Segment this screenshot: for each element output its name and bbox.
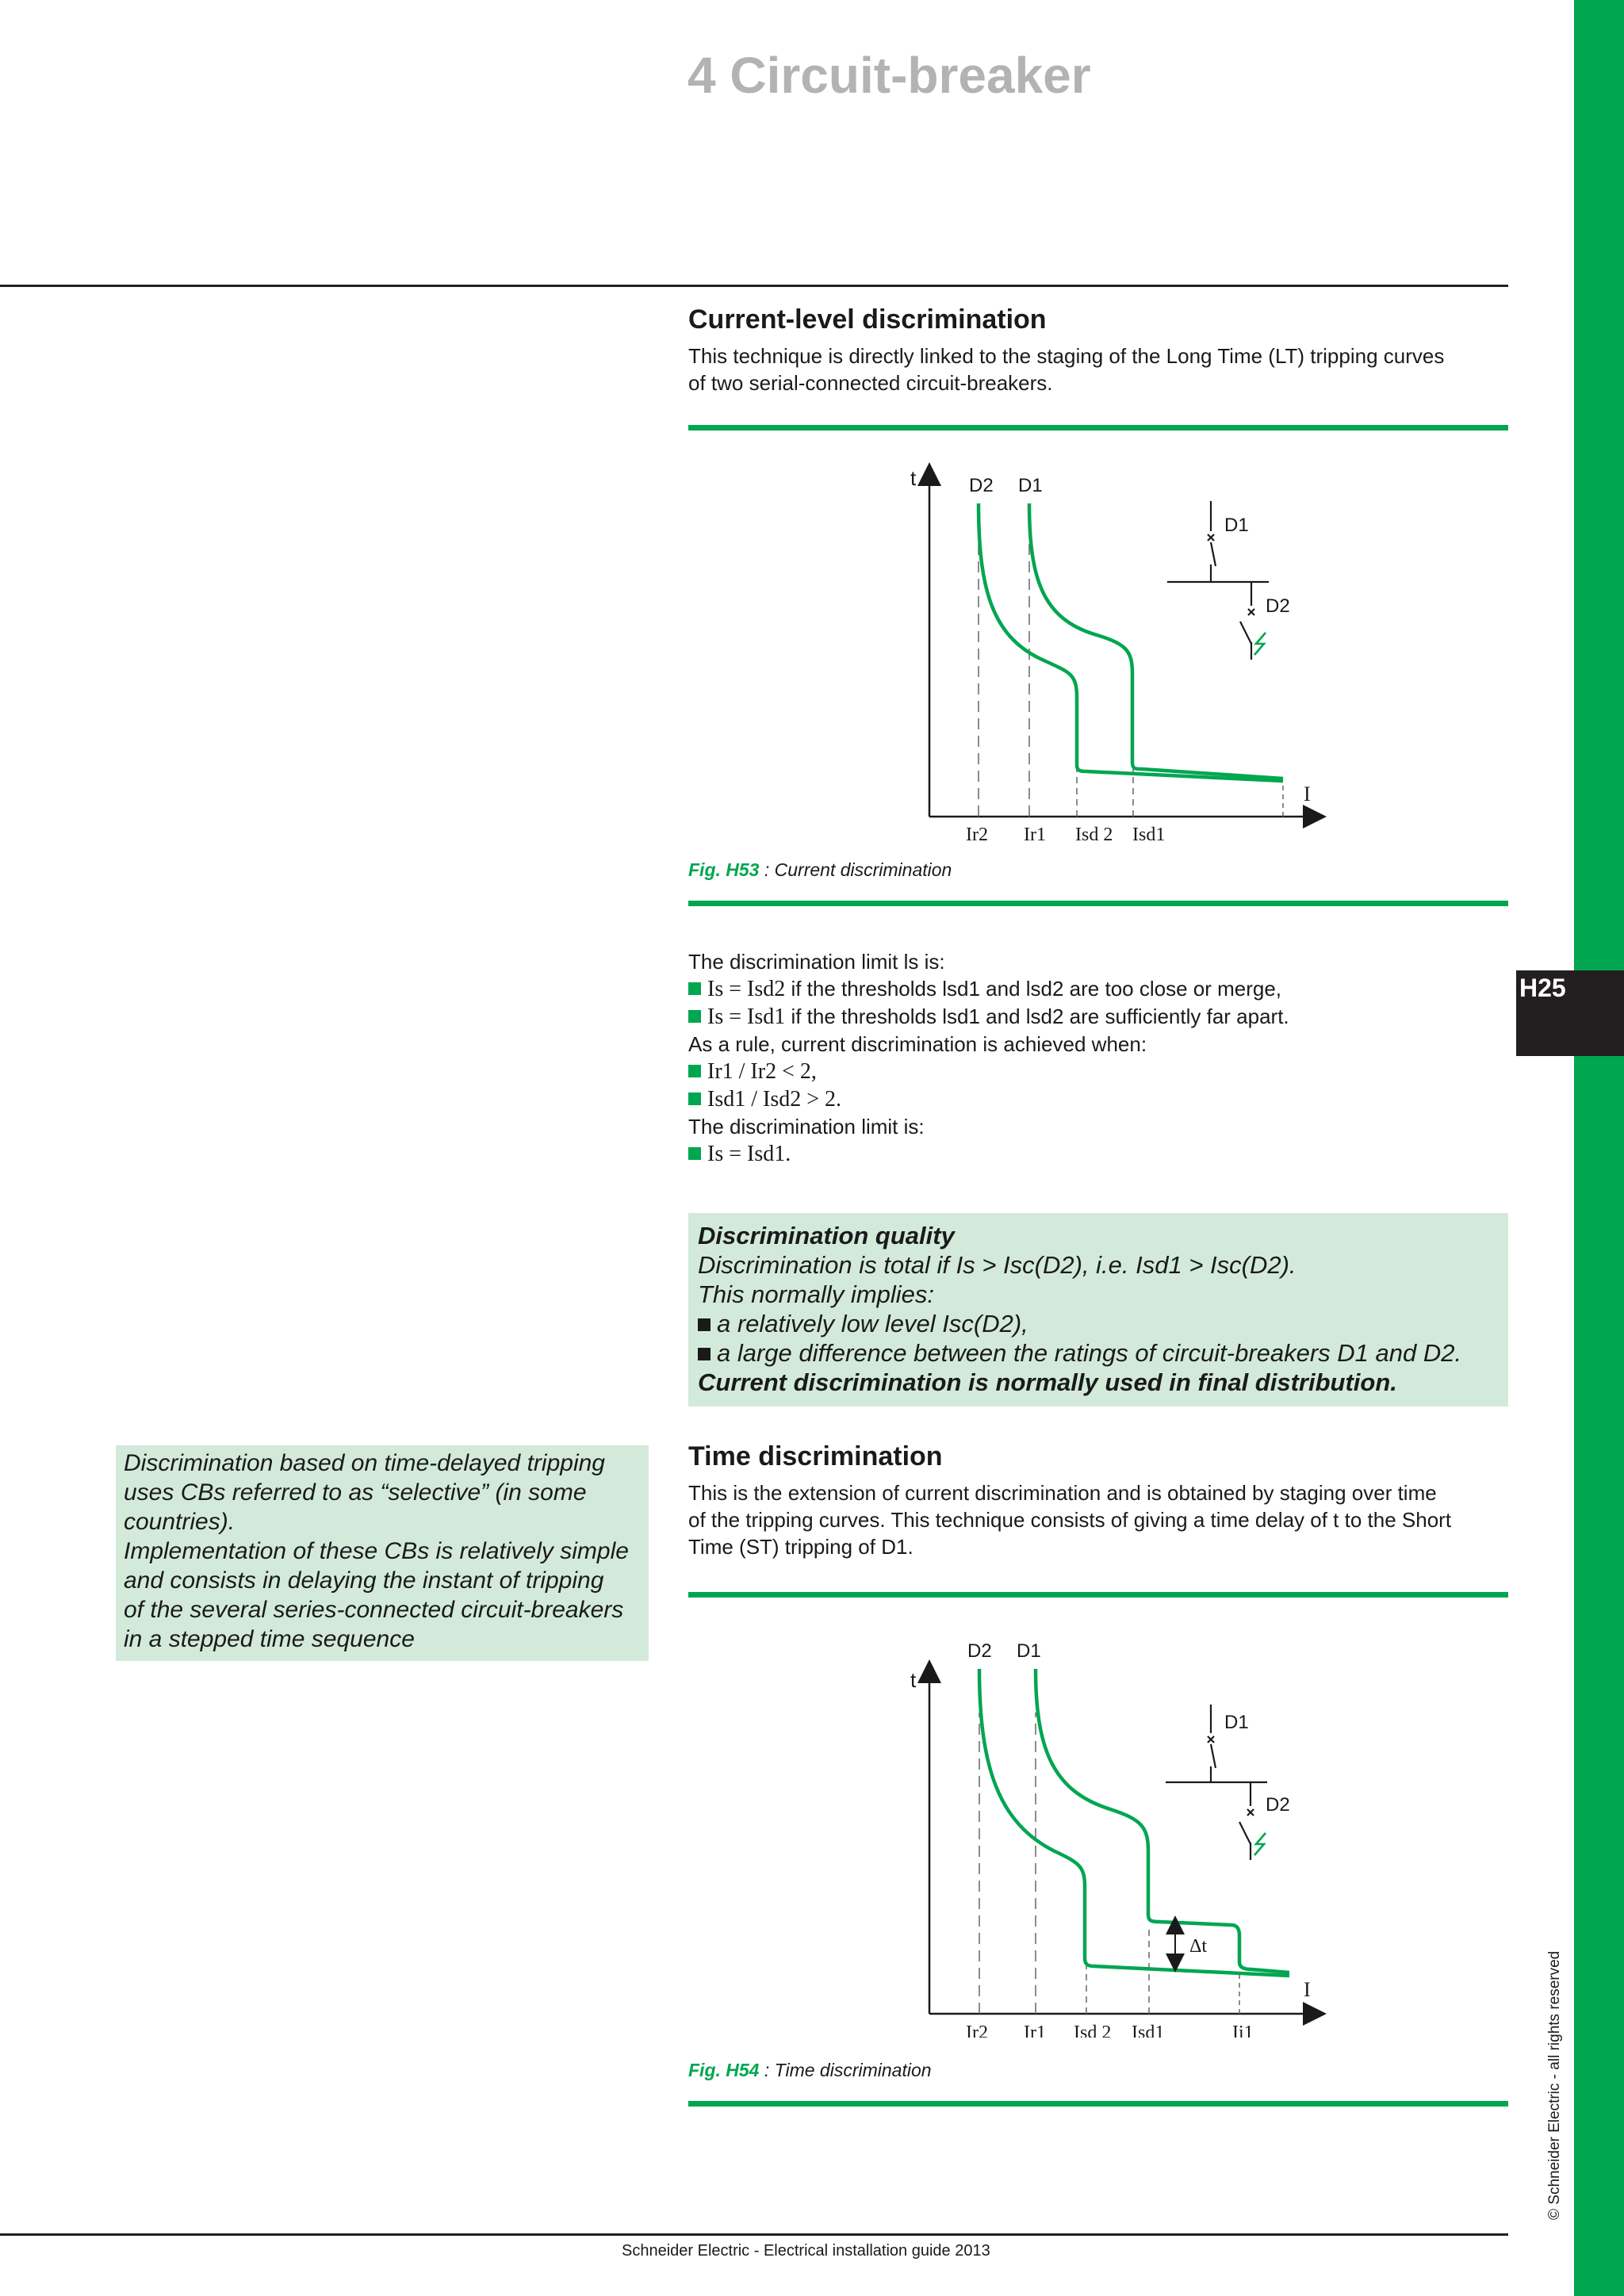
diagram-label-d2: D2 bbox=[1266, 595, 1290, 617]
x-tick-label: Ir1 bbox=[1024, 2022, 1046, 2038]
circuit-diagram bbox=[1166, 1705, 1267, 1860]
box-title: Discrimination quality bbox=[698, 1222, 955, 1249]
diagram-label-d1: D1 bbox=[1224, 515, 1249, 536]
diagram-label-d2: D2 bbox=[1266, 1794, 1290, 1816]
discrimination-quality-box bbox=[688, 1213, 1508, 1406]
page-number-tab bbox=[1516, 970, 1624, 1056]
footer-rule bbox=[0, 2233, 1508, 2236]
bullet-item bbox=[688, 1085, 1508, 1113]
x-tick-label: Ir2 bbox=[966, 2022, 988, 2038]
figure-top-rule bbox=[688, 425, 1508, 430]
section-heading-current: Current-level discrimination bbox=[688, 304, 1047, 335]
time-discrimination-sidenote bbox=[116, 1445, 649, 1661]
section-intro-current bbox=[688, 342, 1508, 396]
figure-bottom-rule bbox=[688, 901, 1508, 906]
intro-line: Time (ST) tripping of D1. bbox=[688, 1535, 914, 1559]
box-line: Discrimination is total if Is > Isc(D2), i.e. Isd1 > Isc(D2). bbox=[698, 1251, 1297, 1279]
curve-label-d1: D1 bbox=[1017, 1640, 1041, 1662]
text-line: The discrimination limit is: bbox=[688, 1115, 925, 1138]
bullet-marker bbox=[688, 1147, 701, 1160]
current-discrimination-chart bbox=[872, 460, 1348, 856]
sidenote-line: in a stepped time sequence bbox=[124, 1626, 415, 1652]
bullet-text: if the thresholds lsd1 and lsd2 are too close or merge, bbox=[785, 977, 1282, 1001]
x-tick-label: Ii1 bbox=[1232, 2022, 1254, 2038]
sidenote-line: of the several series-connected circuit-breakers bbox=[124, 1597, 624, 1623]
bullet-marker bbox=[698, 1348, 710, 1360]
formula: Is = Isd1 bbox=[707, 1004, 786, 1029]
i-axis-label: I bbox=[1304, 1978, 1311, 2001]
section-intro-time bbox=[688, 1479, 1508, 1560]
sidenote-line: countries). bbox=[124, 1509, 236, 1535]
x-tick-label: Isd 2 bbox=[1074, 2022, 1112, 2038]
bullet-text: if the thresholds lsd1 and lsd2 are sufficiently far apart. bbox=[785, 1004, 1289, 1028]
formula: Isd1 / Isd2 > 2. bbox=[707, 1087, 842, 1112]
x-tick-label: Isd1 bbox=[1132, 2022, 1165, 2038]
text-line: The discrimination limit ls is: bbox=[688, 950, 945, 974]
curve-d1 bbox=[1036, 1669, 1289, 1973]
section-heading-time: Time discrimination bbox=[688, 1441, 943, 1471]
box-bullet: a large difference between the ratings of circuit-breakers D1 and D2. bbox=[698, 1338, 1499, 1368]
bullet-item bbox=[688, 1140, 1508, 1168]
header-rule bbox=[0, 285, 1508, 287]
curve-label-d2: D2 bbox=[969, 475, 994, 496]
x-tick-label: Isd 2 bbox=[1075, 825, 1113, 845]
side-color-bar bbox=[1574, 0, 1624, 2296]
figure-top-rule bbox=[688, 1592, 1508, 1598]
intro-line: of the tripping curves. This technique consists of giving a time delay of t to the Short bbox=[688, 1508, 1452, 1532]
x-tick-label: Ir1 bbox=[1024, 825, 1046, 845]
text-line: As a rule, current discrimination is achieved when: bbox=[688, 1032, 1147, 1056]
figure-caption-h53 bbox=[688, 859, 952, 881]
copyright-notice: © Schneider Electric - all rights reserved bbox=[1546, 1950, 1563, 2220]
figure-bottom-rule bbox=[688, 2101, 1508, 2107]
box-bullet: a relatively low level Isc(D2), bbox=[698, 1309, 1499, 1338]
bullet-marker bbox=[688, 1010, 701, 1023]
delta-t-label: Δt bbox=[1189, 1936, 1208, 1957]
bullet-item bbox=[688, 1058, 1508, 1085]
bullet-marker bbox=[688, 982, 701, 995]
page-number: H25 bbox=[1519, 974, 1566, 1002]
formula: Ir1 / Ir2 < 2, bbox=[707, 1059, 817, 1084]
curve-d1 bbox=[1029, 503, 1283, 779]
i-axis-label: I bbox=[1304, 783, 1311, 806]
t-axis-label: t bbox=[910, 466, 917, 490]
figure-caption-text: : Current discrimination bbox=[759, 859, 952, 880]
bullet-marker bbox=[688, 1093, 701, 1105]
circuit-diagram bbox=[1167, 501, 1269, 660]
intro-line: This is the extension of current discrimination and is obtained by staging over time bbox=[688, 1481, 1437, 1505]
diagram-label-d1: D1 bbox=[1224, 1712, 1249, 1733]
sidenote-line: and consists in delaying the instant of tripping bbox=[124, 1567, 604, 1594]
x-tick-label: Isd1 bbox=[1132, 825, 1166, 845]
curve-label-d1: D1 bbox=[1018, 475, 1043, 496]
bullet-marker bbox=[688, 1065, 701, 1077]
chapter-title: 4 Circuit-breaker bbox=[688, 47, 1091, 104]
figure-label: Fig. H54 bbox=[688, 2060, 760, 2080]
formula: Is = Isd2 bbox=[707, 977, 786, 1001]
intro-line: of two serial-connected circuit-breakers. bbox=[688, 371, 1053, 395]
curve-label-d2: D2 bbox=[967, 1640, 992, 1662]
t-axis-label: t bbox=[910, 1668, 917, 1692]
discrimination-limits-text bbox=[688, 948, 1508, 1168]
formula: Is = Isd1. bbox=[707, 1142, 791, 1166]
bullet-item bbox=[688, 1003, 1508, 1031]
figure-label: Fig. H53 bbox=[688, 859, 760, 880]
time-discrimination-chart bbox=[872, 1625, 1348, 2038]
sidenote-line: Discrimination based on time-delayed tripping bbox=[124, 1450, 605, 1476]
x-tick-label: Ir2 bbox=[966, 825, 988, 845]
sidenote-line: uses CBs referred to as “selective” (in some bbox=[124, 1479, 587, 1506]
figure-caption-text: : Time discrimination bbox=[759, 2060, 932, 2080]
bullet-marker bbox=[698, 1318, 710, 1331]
figure-caption-h54 bbox=[688, 2060, 932, 2081]
bullet-item bbox=[688, 975, 1508, 1003]
sidenote-line: Implementation of these CBs is relatively simple bbox=[124, 1538, 629, 1564]
page-footer: Schneider Electric - Electrical installation guide 2013 bbox=[622, 2242, 990, 2260]
box-line: This normally implies: bbox=[698, 1280, 935, 1308]
intro-line: This technique is directly linked to the staging of the Long Time (LT) tripping curves bbox=[688, 344, 1445, 368]
box-conclusion: Current discrimination is normally used in final distribution. bbox=[698, 1368, 1397, 1396]
